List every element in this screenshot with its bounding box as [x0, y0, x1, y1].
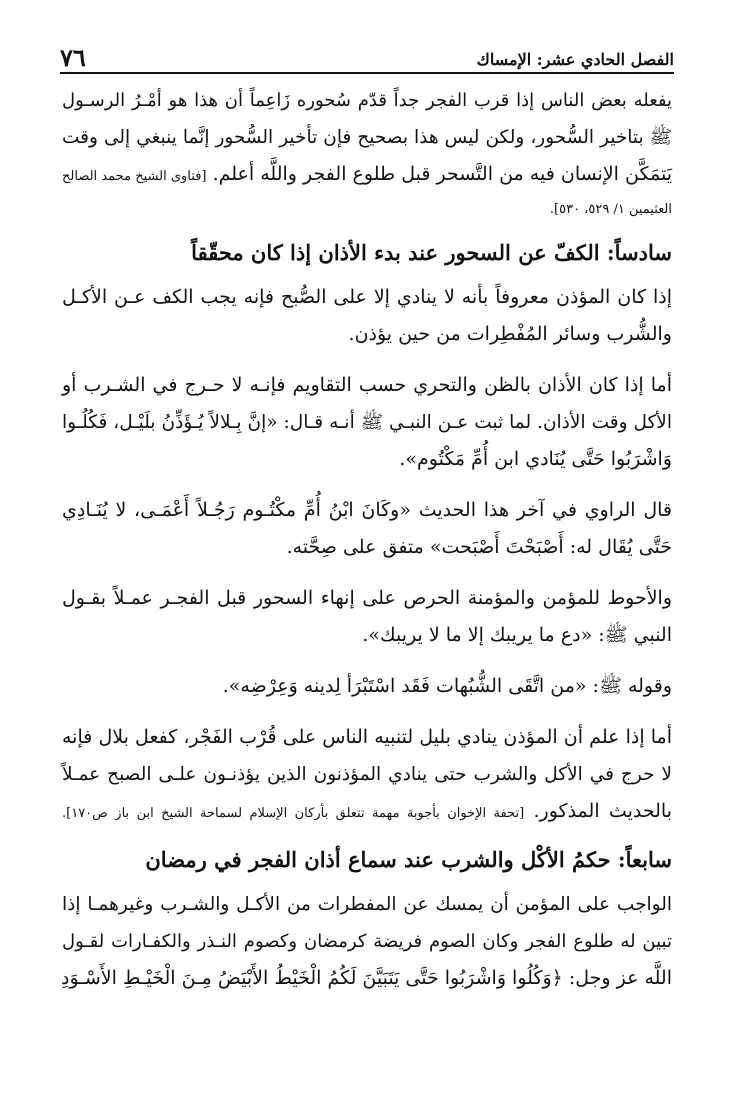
text-line: إذا كان المؤذن معروفاً بأنه لا ينادي إلا على الصُّبح فإنه يجب الكف عـن الأكـل: [62, 286, 672, 308]
text-line: لا حرج في الأكل والشرب حتى ينادي المؤذنون الذين يؤذنـون علـى الصبح عمـلاً: [62, 764, 672, 785]
text-line: والأحوط للمؤمن والمؤمنة الحرص على إنهاء السحور قبل الفجـر عمـلاً بقـول: [62, 587, 672, 609]
page-body: [62, 82, 672, 997]
citation: [فتاوى الشيخ محمد الصالح: [62, 169, 207, 184]
text-span: بالحديث المذكور.: [533, 800, 672, 822]
text-line: [62, 793, 672, 832]
text-line: ﷺ بتاخير السُّحور، ولكن ليس هذا بصحيح فإن تأخير السُّحور إنَّما ينبغي إلى وقت: [62, 127, 672, 148]
citation: العثيمين ١/ ٥٢٩، ٥٣٠].: [549, 202, 672, 217]
text-line: أما إذا علم أن المؤذن ينادي بليل لتنبيه الناس على قُرْب الفَجْر، كفعل بلال فإنه: [62, 726, 672, 748]
citation: [تحفة الإخوان بأجوبة مهمة تتعلق بأركان الإسلام لسماحة الشيخ ابن باز ص١٧٠].: [62, 806, 525, 821]
text-line: الواجب على المؤمن أن يمسك عن المفطرات من الأكـل والشـرب وغيرهمـا إذا: [62, 894, 672, 915]
text-line: أما إذا كان الأذان بالظن والتحري حسب التقاويم فإنـه لا حـرج في الشـرب أو: [62, 374, 672, 396]
section-heading: سادساً: الكفّ عن السحور عند بدء الأذان إذا كان محقّقاً: [191, 240, 672, 265]
text-line: يفعله بعض الناس إذا قرب الفجر جداً قدّم سُحوره زَاعِماً أن هذا هو أمْـرُ الرسـول: [62, 90, 672, 111]
text-line: النبي ﷺ: «دع ما يريبك إلا ما لا يريبك».: [362, 624, 672, 646]
text-line: [62, 156, 672, 195]
page-header: [60, 38, 674, 74]
text-line: والشُّرب وسائر المُفْطِرات من حين يؤذن.: [348, 323, 672, 345]
text-span: يَتمَكَّن الإنسان فيه من التَّسحر قبل طلوع الفجر واللَّه أعلم.: [212, 163, 673, 185]
text-line: اللَّه عز وجل: ﴿وَكُلُوا وَاشْرَبُوا حَتَّى يَتَبَيَّنَ لَكُمُ الْخَيْطُ الأَبْيَضُ مِـنَ الْخَيْـطِ الأَسْـوَدِ: [61, 967, 672, 989]
text-line: تبين له طلوع الفجر وكان الصوم فريضة كرمضان وكصوم النـذر والكفـارات لقـول: [62, 931, 672, 952]
section-heading: سابعاً: حكمُ الأكْل والشرب عند سماع أذان الفجر في رمضان: [145, 847, 672, 872]
chapter-title: الفصل الحادي عشر: الإمساك: [476, 50, 674, 69]
text-line: قال الراوي في آخر هذا الحديث «وكَانَ ابْنُ أُمِّ مكْتُـوم رَجُـلاً أَعْمَـى، لا يُنَـادِي: [62, 499, 672, 521]
text-line: وقوله ﷺ: «من اتَّقَى الشُّبُهات فَقَد اسْتَبْرَأ لِدينه وَعِرْضِه».: [222, 675, 672, 697]
text-line: حَتَّى يُقَال له: أَصْبَحْتَ أَصْبَحت» متفق على صِحَّته.: [286, 536, 672, 558]
page-number: ٧٦: [60, 43, 86, 72]
text-line: الأكل وقت الأذان. لما ثبت عـن النبـي ﷺ أنـه قـال: «إنَّ بِـلالاً يُـؤَذِّنُ بلَيْـل، فَكُلُـوا: [62, 412, 672, 433]
text-line: وَاشْرَبُوا حَتَّى يُنَادي ابن أُمِّ مَكْتُوم».: [399, 448, 672, 470]
